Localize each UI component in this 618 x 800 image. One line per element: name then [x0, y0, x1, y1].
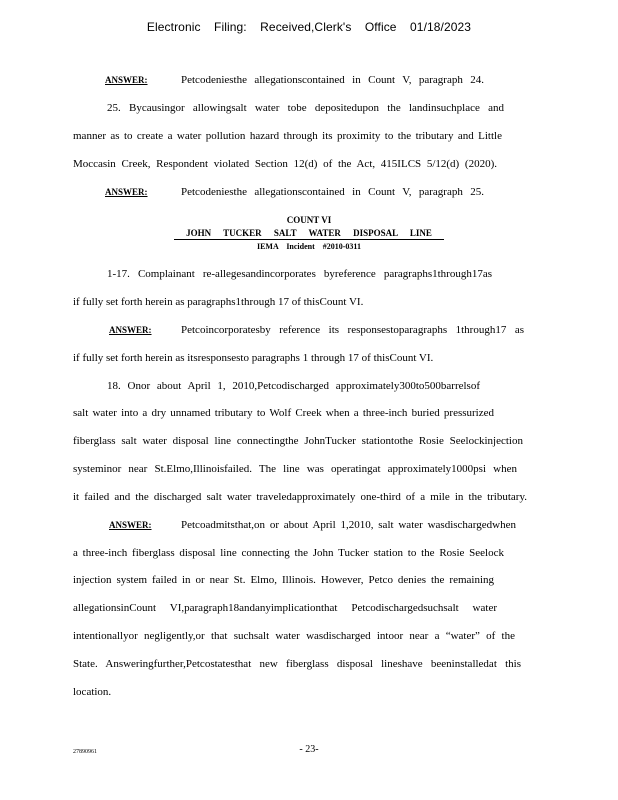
count-subtitle-underline: [174, 239, 444, 240]
filing-header: Electronic Filing: Received,Clerk's Office 01/18/2023: [146, 20, 472, 34]
answer-18-line-3: injection system failed in or near St. Elmo, Illinois. However, Petco denies the remaining: [73, 574, 494, 586]
answer-18-line-7: location.: [73, 686, 112, 698]
paragraph-18-line-4: systeminor near St.Elmo,Illinoisfailed. The line was operatingat approximately1000psi when: [73, 463, 517, 475]
count-title: COUNT VI: [286, 215, 332, 225]
page-number: - 23-: [299, 744, 319, 755]
paragraph-25-line-1: 25. Bycausingor allowingsalt water tobe depositedupon the landinsuchplace and: [107, 102, 504, 114]
paragraph-18-line-5: it failed and the discharged salt water traveledapproximately one-third of a mile in the tributary.: [73, 491, 527, 503]
iema-incident: IEMA Incident #2010-0311: [256, 242, 361, 251]
answer-18-line-4: allegationsinCount VI,paragraph18andanyimplicationthat Petcodischargedsuchsalt water: [73, 602, 497, 614]
document-id: 27890961: [73, 749, 97, 755]
paragraph-1-17-line-2: if fully set forth herein as paragraphs1through 17 of thisCount VI.: [73, 296, 364, 308]
paragraph-25-line-3: Moccasin Creek, Respondent violated Section 12(d) of the Act, 415ILCS 5/12(d) (2020).: [73, 158, 497, 170]
paragraph-18-line-2: salt water into a dry unnamed tributary to Wolf Creek when a three-inch buried pressurized: [73, 407, 494, 419]
answer-18-line-6: State. Answeringfurther,Petcostatesthat new fiberglass disposal lineshave beeninstalledat this: [73, 658, 521, 670]
paragraph-1-17-line-1: 1-17. Complainant re-allegesandincorporates byreference paragraphs1through17as: [107, 268, 492, 280]
answer-18-line-5: intentionallyor negligently,or that suchsalt water wasdischarged intoor near a “water” of the: [73, 630, 515, 642]
answer-24-text: Petcodeniesthe allegationscontained in Count V, paragraph 24.: [181, 74, 484, 86]
answer-label: ANSWER:: [109, 325, 152, 335]
paragraph-18-line-3: fiberglass salt water disposal line connectingthe JohnTucker stationtothe Rosie Seelockinjection: [73, 435, 523, 447]
answer-1-17-line-1: Petcoincorporatesby reference its responsestoparagraphs 1through17 as: [181, 324, 524, 336]
answer-25-text: Petcodeniesthe allegationscontained in Count V, paragraph 25.: [181, 186, 484, 198]
answer-1-17-line-2: if fully set forth herein as itsresponsesto paragraphs 1 through 17 of thisCount VI.: [73, 352, 434, 364]
paragraph-18-line-1: 18. Onor about April 1, 2010,Petcodischarged approximately300to500barrelsof: [107, 380, 480, 392]
answer-18-line-1: Petcoadmitsthat,on or about April 1,2010, salt water wasdischargedwhen: [181, 519, 516, 531]
paragraph-25-line-2: manner as to create a water pollution hazard through its proximity to the tributary and Little: [73, 130, 502, 142]
count-subtitle: JOHN TUCKER SALT WATER DISPOSAL LINE: [186, 228, 432, 238]
answer-label: ANSWER:: [105, 75, 148, 85]
answer-label: ANSWER:: [109, 520, 152, 530]
answer-18-line-2: a three-inch fiberglass disposal line connecting the John Tucker station to the Rosie Seelock: [73, 547, 504, 559]
answer-label: ANSWER:: [105, 187, 148, 197]
